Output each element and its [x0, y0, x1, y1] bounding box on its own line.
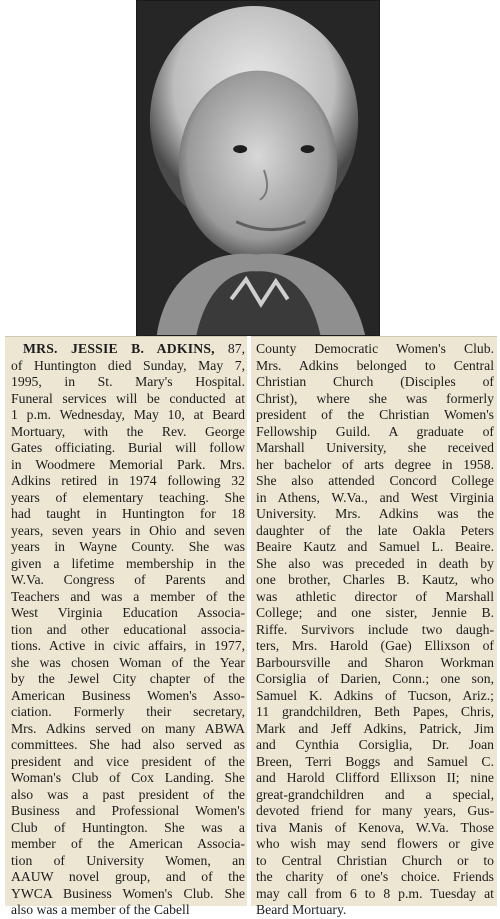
text-line: Mrs. Adkins belonged to Central	[256, 357, 494, 373]
text-line: great-grandchildren and a special,	[256, 786, 494, 802]
text-line: Samuel K. Adkins of Tucson, Ariz.;	[256, 687, 494, 703]
text-line: Marshall University, she received	[256, 440, 494, 455]
text-line: AAUW novel group, and of the	[11, 869, 245, 884]
text-line: Teachers and was a member of the	[11, 588, 245, 604]
text-line: also was a member of the Cabell	[11, 902, 190, 917]
portrait-image	[137, 1, 379, 335]
text-line: Mark and Jeff Adkins, Patrick, Jim	[256, 720, 494, 736]
text-line: president of the Christian Women's	[256, 407, 494, 422]
text-line: daughter of the late Oakla Peters	[256, 522, 494, 538]
text-line: 1 p.m. Wednesday, May 10, at Beard	[11, 407, 245, 422]
text-line: Beaire Kautz and Samuel L. Beaire.	[256, 539, 494, 554]
text-line: Woman's Club of Cox Landing. She	[11, 770, 245, 785]
text-line: Mortuary, with the Rev. George	[11, 423, 245, 439]
text-line: Beard Mortuary.	[256, 902, 347, 917]
text-line: ters, Mrs. Harold (Gae) Ellixson of	[256, 638, 494, 653]
text-line: Barboursville and Sharon Workman	[256, 654, 494, 670]
text-line: Christian Church (Disciples of	[256, 374, 494, 389]
text-line: Christ), where she was formerly	[256, 390, 494, 406]
text-line: and Cynthia Corsiglia, Dr. Joan	[256, 737, 494, 752]
left-column-text	[11, 341, 245, 919]
obituary-column-left	[5, 336, 247, 917]
text-line: She also attended Concord College	[256, 473, 494, 488]
text-line: Club of Huntington. She was a	[11, 819, 245, 835]
obituary-column-right	[251, 336, 497, 917]
text-line: College; and one sister, Jennie B.	[256, 605, 494, 620]
text-line: Business and Professional Women's	[11, 803, 245, 818]
text-line: of Huntington died Sunday, May 7,	[11, 357, 245, 373]
portrait-photo	[136, 0, 380, 336]
text-line: by the Jewel City chapter of the	[11, 671, 245, 686]
text-line: years in Wayne County. She was	[11, 539, 245, 554]
text-line: American Business Women's Asso-	[11, 687, 245, 703]
text-line: tiva Manis of Kenova, W.Va. Those	[256, 819, 494, 835]
text-line: her bachelor of arts degree in 1958.	[256, 456, 494, 472]
deceased-name: MRS. JESSIE B. ADKINS,	[23, 341, 215, 356]
text-line: Adkins retired in 1974 following 32	[11, 473, 245, 488]
text-line: Fellowship Guild. A graduate of	[256, 423, 494, 439]
text-line: in Athens, W.Va., and West Virginia	[256, 489, 494, 505]
text-line: tions. Active in civic affairs, in 1977,	[11, 638, 245, 653]
right-column-text	[256, 341, 494, 919]
text-line: devoted friend for many years, Gus-	[256, 803, 494, 818]
text-line: given a lifetime membership in the	[11, 555, 245, 571]
text-line: University. Mrs. Adkins was the	[256, 506, 494, 521]
text-line: Breen, Terri Boggs and Samuel C.	[256, 753, 494, 769]
text-line: ciation. Formerly their secretary,	[11, 704, 245, 719]
text-line: 1995, in St. Mary's Hospital.	[11, 374, 245, 389]
text-line: years of elementary teaching. She	[11, 489, 245, 505]
text-line: to Central Christian Church or to	[256, 852, 494, 868]
text-line: Mrs. Adkins served on many ABWA	[11, 720, 245, 736]
first-line	[11, 341, 245, 358]
text-line: she was chosen Woman of the Year	[11, 654, 245, 670]
text-line: YWCA Business Women's Club. She	[11, 885, 245, 901]
text-line: the charity of one's choice. Friends	[256, 869, 494, 884]
text-line: tion of University Women, an	[11, 852, 245, 868]
text-line: Funeral services will be conducted at	[11, 390, 245, 406]
text-line: County Democratic Women's Club.	[256, 341, 494, 356]
text-line: 11 grandchildren, Beth Papes, Chris,	[256, 704, 494, 719]
age-text: 87,	[214, 341, 245, 356]
text-line: She also was preceded in death by	[256, 555, 494, 571]
text-line: tion and other educational associa-	[11, 621, 245, 637]
text-line: in Woodmere Memorial Park. Mrs.	[11, 456, 245, 472]
text-line: president and vice president of the	[11, 753, 245, 769]
text-line: also was a past president of the	[11, 786, 245, 802]
text-line: who wish may send flowers or give	[256, 836, 494, 851]
text-line: had taught in Huntington for 18	[11, 506, 245, 521]
text-line: committees. She had also served as	[11, 737, 245, 752]
text-line: member of the American Associa-	[11, 836, 245, 851]
text-line: Corsiglia of Darien, Conn.; one son,	[256, 671, 494, 686]
text-line: Riffe. Survivors include two daugh-	[256, 621, 494, 637]
text-line: and Harold Clifford Ellixson II; nine	[256, 770, 494, 785]
text-line: West Virginia Education Associa-	[11, 605, 245, 620]
text-line: was athletic director of Marshall	[256, 588, 494, 604]
text-line: may call from 6 to 8 p.m. Tuesday at	[256, 885, 494, 901]
text-line: W.Va. Congress of Parents and	[11, 572, 245, 587]
text-line: one brother, Charles B. Kautz, who	[256, 572, 494, 587]
text-line: years, seven years in Ohio and seven	[11, 522, 245, 538]
text-line: Gates officiating. Burial will follow	[11, 440, 245, 455]
